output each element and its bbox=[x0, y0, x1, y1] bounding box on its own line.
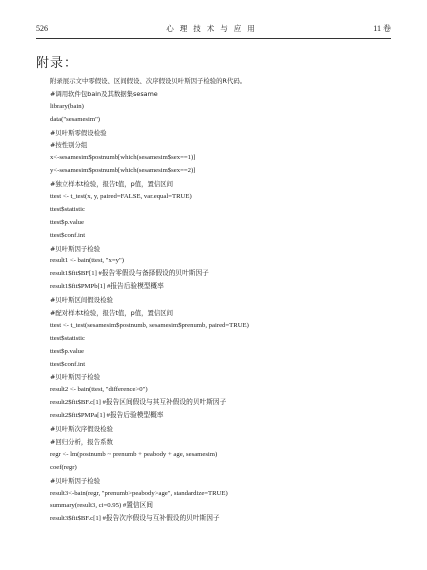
code-comment-line: #贝叶斯区间假设检验 bbox=[50, 296, 113, 305]
code-line: ttest$statistic bbox=[50, 334, 85, 342]
code-line: x<-sesamesim$postnumb[which(sesamesim$sex==1)] bbox=[50, 154, 196, 162]
code-comment-line: #按性别分组 bbox=[50, 141, 88, 150]
code-line: coef(regr) bbox=[50, 463, 77, 471]
code-line: ttest <- t_test(sesamesim$postnumb, sesamesim$prenumb, paired=TRUE) bbox=[50, 321, 249, 329]
appendix-code-listing bbox=[50, 75, 397, 526]
code-comment-line: #调用软件包bain及其数据集sesame bbox=[50, 89, 158, 98]
code-line: regr <- lm(postnumb ~ prenumb + peabody + age, sesamesim) bbox=[50, 450, 218, 458]
code-comment-line: #贝叶斯因子检验 bbox=[50, 244, 101, 253]
page-number: 526 bbox=[36, 24, 48, 33]
code-line: result2$fit$BF.c[1] #报告区间假设与其互补假设的贝叶斯因子 bbox=[50, 399, 227, 407]
code-comment-line: #贝叶斯因子检验 bbox=[50, 476, 101, 485]
header-divider bbox=[36, 38, 391, 39]
volume-label: 11 卷 bbox=[373, 24, 391, 33]
code-line: y<-sesamesim$postnumb[which(sesamesim$sex==2)] bbox=[50, 167, 196, 175]
code-line: ttest$statistic bbox=[50, 205, 85, 213]
running-header bbox=[36, 22, 391, 36]
code-comment-line: #独立样本t检验，报告t值，p值，置信区间 bbox=[50, 180, 174, 189]
code-line: result1$fit$PMPb[1] #报告后验模型概率 bbox=[50, 283, 164, 291]
code-line: summary(result3, ci=0.95) #置信区间 bbox=[50, 502, 153, 510]
code-comment-line: #贝叶斯零假设检验 bbox=[50, 128, 107, 137]
journal-title: 心理技术与应用 bbox=[166, 24, 261, 33]
code-line: library(bain) bbox=[50, 102, 84, 110]
code-line: data("sesamesim") bbox=[50, 115, 101, 123]
code-line: result1$fit$BF[1] #报告零假设与备择假设的贝叶斯因子 bbox=[50, 270, 209, 278]
code-line: ttest$p.value bbox=[50, 218, 84, 226]
code-line: result3$fit$BF.c[1] #报告次序假设与互补假设的贝叶斯因子 bbox=[50, 515, 220, 523]
code-comment-line: #贝叶斯次序假设检验 bbox=[50, 425, 113, 434]
code-line: result2 <- bain(ttest, "difference>0") bbox=[50, 386, 148, 394]
code-line: 附录展示文中零假设、区间假设、次序假设贝叶斯因子检验的R代码。 bbox=[50, 77, 247, 85]
code-comment-line: #回归分析，报告系数 bbox=[50, 437, 113, 446]
code-line: result2$fit$PMPa[1] #报告后验模型概率 bbox=[50, 412, 164, 420]
code-line: ttest <- t_test(x, y, paired=FALSE, var.equal=TRUE) bbox=[50, 193, 192, 201]
code-line: ttest$conf.int bbox=[50, 360, 86, 368]
code-comment-line: #贝叶斯因子检验 bbox=[50, 373, 101, 382]
code-line: ttest$p.value bbox=[50, 347, 84, 355]
appendix-heading: 附录： bbox=[36, 56, 79, 71]
code-line: result3<-bain(regr, "prenumb>peabody>age", standardize=TRUE) bbox=[50, 489, 228, 497]
code-line: ttest$conf.int bbox=[50, 231, 86, 239]
code-comment-line: #配对样本t检验，报告t值，p值，置信区间 bbox=[50, 309, 174, 318]
code-line: result1 <- bain(ttest, "x=y") bbox=[50, 257, 124, 265]
